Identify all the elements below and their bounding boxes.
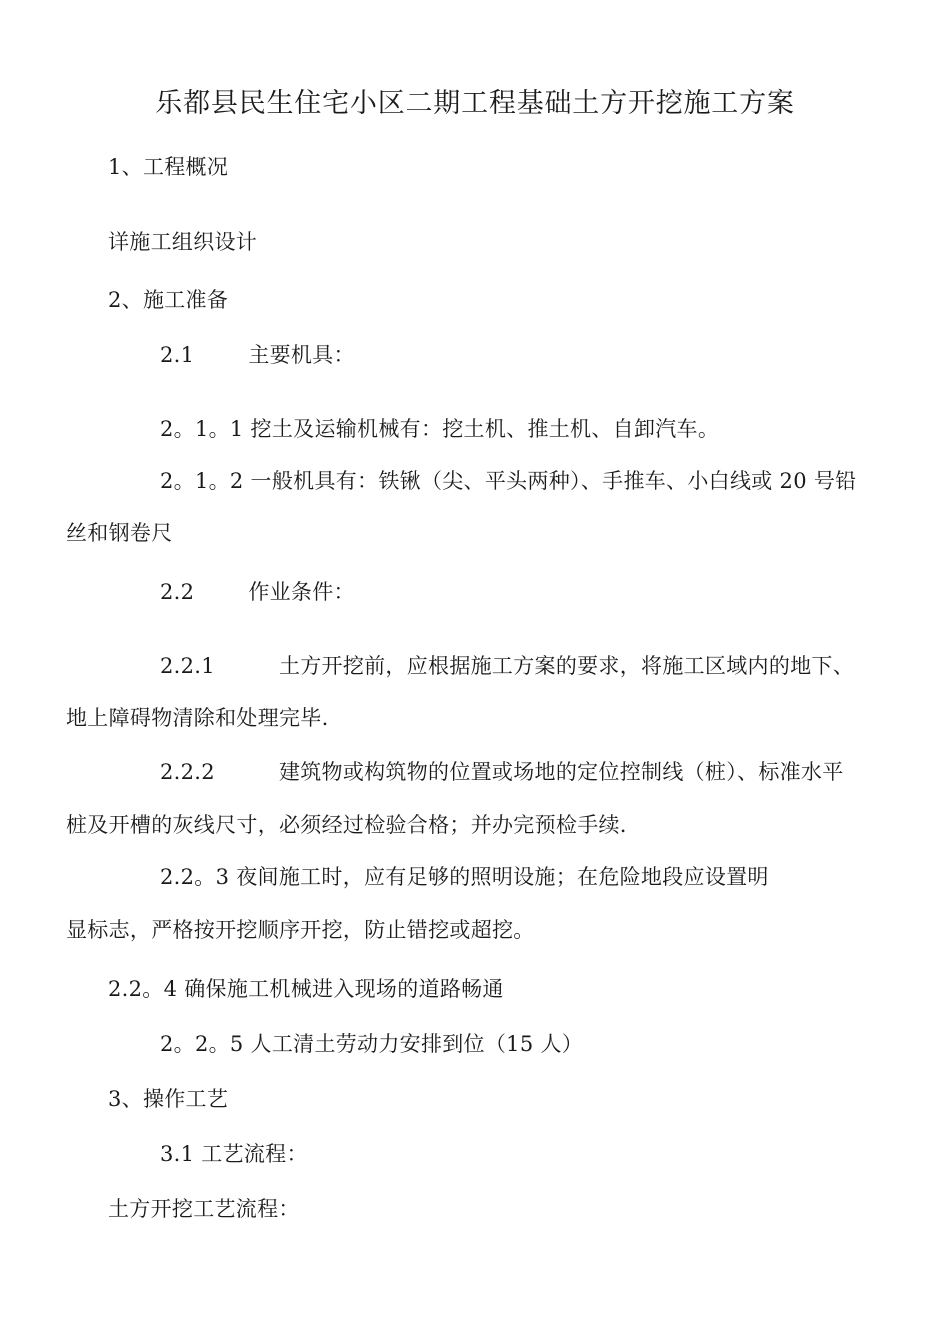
section-number: 2.2.2	[160, 760, 215, 784]
paragraph-2-1-1: 2。1。1 挖土及运输机械有：挖土机、推土机、自卸汽车。	[160, 417, 720, 441]
paragraph-2-1-2-line1: 2。1。2 一般机具有：铁锹（尖、平头两种）、手推车、小白线或 20 号铅	[160, 469, 857, 493]
paragraph-2-2-2-line1	[160, 757, 844, 787]
section-2-heading: 2、施工准备	[108, 288, 229, 312]
section-title: 主要机具：	[248, 343, 355, 367]
section-3-heading: 3、操作工艺	[108, 1087, 229, 1111]
document-title: 乐都县民生住宅小区二期工程基础土方开挖施工方案	[155, 88, 795, 119]
paragraph-2-2-1-line1	[160, 651, 854, 681]
paragraph-2-2-3-line1: 2.2。3 夜间施工时，应有足够的照明设施；在危险地段应设置明	[160, 865, 769, 889]
section-number: 2.1	[160, 343, 195, 367]
section-3-1-heading: 3.1 工艺流程：	[160, 1142, 308, 1166]
section-2-1-heading	[160, 340, 355, 370]
paragraph-2-2-2-line2: 桩及开槽的灰线尺寸，必须经过检验合格；并办完预检手续.	[66, 813, 627, 837]
section-number: 2.2	[160, 580, 195, 604]
paragraph-text: 建筑物或构筑物的位置或场地的定位控制线（桩）、标准水平	[278, 760, 844, 784]
paragraph-2-2-3-line2: 显标志，严格按开挖顺序开挖，防止错挖或超挖。	[66, 918, 535, 942]
paragraph-text: 土方开挖前，应根据施工方案的要求，将施工区域内的地下、	[278, 654, 855, 678]
section-title: 作业条件：	[248, 580, 355, 604]
section-1-body: 详施工组织设计	[108, 230, 258, 254]
flow-heading: 土方开挖工艺流程：	[108, 1197, 300, 1221]
paragraph-2-2-4: 2.2。4 确保施工机械进入现场的道路畅通	[108, 977, 504, 1001]
section-1-heading: 1、工程概况	[108, 155, 229, 179]
section-number: 2.2.1	[160, 654, 215, 678]
paragraph-2-2-1-line2: 地上障碍物清除和处理完毕.	[66, 706, 329, 730]
paragraph-2-2-5: 2。2。5 人工清土劳动力安排到位（15 人）	[160, 1032, 584, 1056]
paragraph-2-1-2-line2: 丝和钢卷尺	[66, 521, 173, 545]
section-2-2-heading	[160, 577, 355, 607]
